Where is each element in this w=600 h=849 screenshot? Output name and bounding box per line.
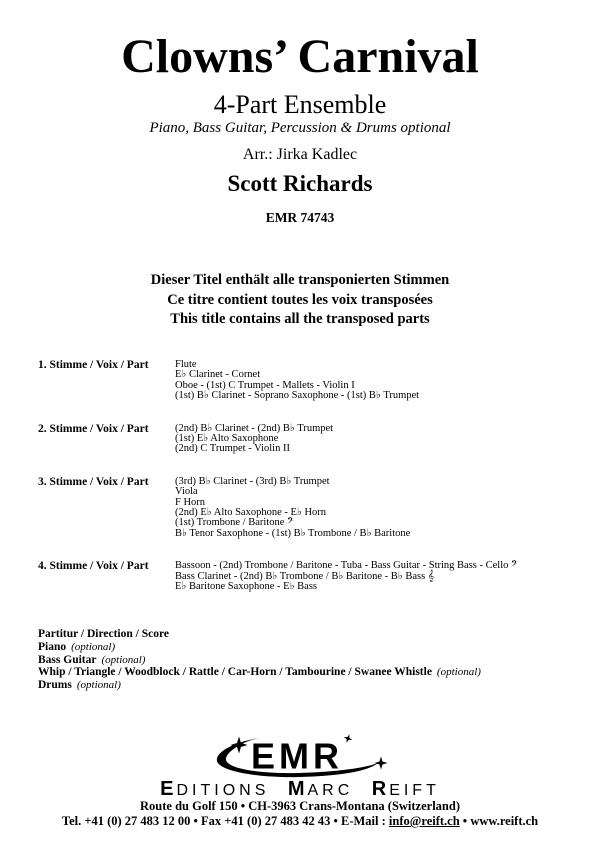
part-instruments-line: Oboe - (1st) C Trumpet - Mallets - Violin I [175,379,355,391]
score-options-list [38,628,481,692]
publisher-contact [0,815,600,828]
score-item-name: Bass Guitar [38,653,97,666]
emr-star-icon [342,734,354,744]
part-instruments-line: (2nd) B♭ Clarinet - (2nd) B♭ Trumpet [175,422,334,434]
website-text: www.reift.ch [470,814,539,828]
transposed-parts-notice [0,271,600,330]
part-instruments-line: (3rd) B♭ Clarinet - (3rd) B♭ Trumpet [175,475,330,487]
part-instruments-line: (1st) E♭ Alto Saxophone [175,433,279,445]
emr-star-icon [230,737,247,754]
part-row-4 [38,561,518,592]
score-item-name: Whip / Triangle / Woodblock / Rattle / Car-Horn / Tambourine / Swanee Whistle [38,666,432,679]
part-instruments-line: E♭ Clarinet - Cornet [175,369,261,381]
part-instruments-line: E♭ Baritone Saxophone - E♭ Bass [175,581,318,593]
part-row-3 [38,477,518,539]
publisher-address: Route du Golf 150 • CH-3963 Crans-Montana (Switzerland) [140,799,460,813]
score-item [38,628,481,641]
emr-logo-text: EMR [250,735,343,777]
emr-star-icon [374,757,387,770]
notice-line-english: This title contains all the transposed parts [170,311,430,327]
score-item-name: Partitur / Direction / Score [38,628,169,640]
score-item [38,679,481,692]
part-instruments [175,561,518,592]
part-instruments-line: (2nd) E♭ Alto Saxophone - E♭ Horn [175,507,327,519]
page-title: Clowns’ Carnival [121,30,479,83]
part-label: 1. Stimme / Voix / Part [38,359,149,371]
contact-phone-fax: Tel. +41 (0) 27 483 12 00 • Fax +41 (0) 27 483 42 43 • E-Mail : [61,814,389,828]
part-instruments [175,424,333,455]
publisher-name-word: REIFT [371,778,440,800]
part-instruments [175,360,419,402]
score-item-optional: (optional) [76,679,121,692]
part-row-1 [38,360,518,402]
score-item-optional: (optional) [436,666,481,679]
score-item [38,666,481,679]
parts-list [38,360,518,615]
part-instruments-line: (1st) B♭ Clarinet - Soprano Saxophone - (1st) B♭ Trumpet [175,390,420,402]
part-instruments-line: Viola [175,486,198,498]
part-instruments-line: B♭ Tenor Saxophone - (1st) B♭ Trombone / B♭ Baritone [175,527,411,539]
composer-name: Scott Richards [227,171,373,196]
catalog-number: EMR 74743 [265,210,335,225]
email-link[interactable]: info@reift.ch [388,814,460,828]
publisher-name [0,778,600,801]
publisher-name-word: EDITIONS [160,778,270,800]
part-label: 3. Stimme / Voix / Part [38,475,149,488]
part-instruments-line: Bass Clarinet - (2nd) B♭ Trombone / B♭ Baritone - B♭ Bass 𝄞 [175,570,435,582]
score-item-name: Drums [38,679,72,692]
part-label: 2. Stimme / Voix / Part [38,422,149,435]
score-item-optional: (optional) [71,640,116,653]
score-item-name: Piano [38,640,67,653]
part-instruments [175,477,410,539]
part-instruments-line: Flute [175,359,197,370]
notice-line-german: Dieser Titel enthält alle transponierten Stimmen [150,272,450,288]
part-instruments-line: (2nd) C Trumpet - Violin II [175,443,290,455]
part-instruments-line: F Horn [175,496,206,508]
emr-logo-graphic [212,734,389,780]
part-instruments-line: (1st) Trombone / Baritone 𝄢 [175,517,294,529]
notice-line-french: Ce titre contient toutes les voix transposées [167,291,433,308]
scoring-note: Piano, Bass Guitar, Percussion & Drums optional [149,120,451,136]
part-instruments-line: Bassoon - (2nd) Trombone / Baritone - Tuba - Bass Guitar - String Bass - Cello 𝄢 [175,560,518,572]
contact-separator: • [459,814,471,828]
publisher-name-word: MARC [287,778,354,800]
score-item [38,654,481,667]
score-item [38,641,481,654]
arranger-credit: Arr.: Jirka Kadlec [242,146,358,163]
ensemble-subtitle: 4-Part Ensemble [213,90,387,119]
score-item-optional: (optional) [101,653,146,666]
part-row-2 [38,424,518,455]
part-label: 4. Stimme / Voix / Part [38,560,149,573]
